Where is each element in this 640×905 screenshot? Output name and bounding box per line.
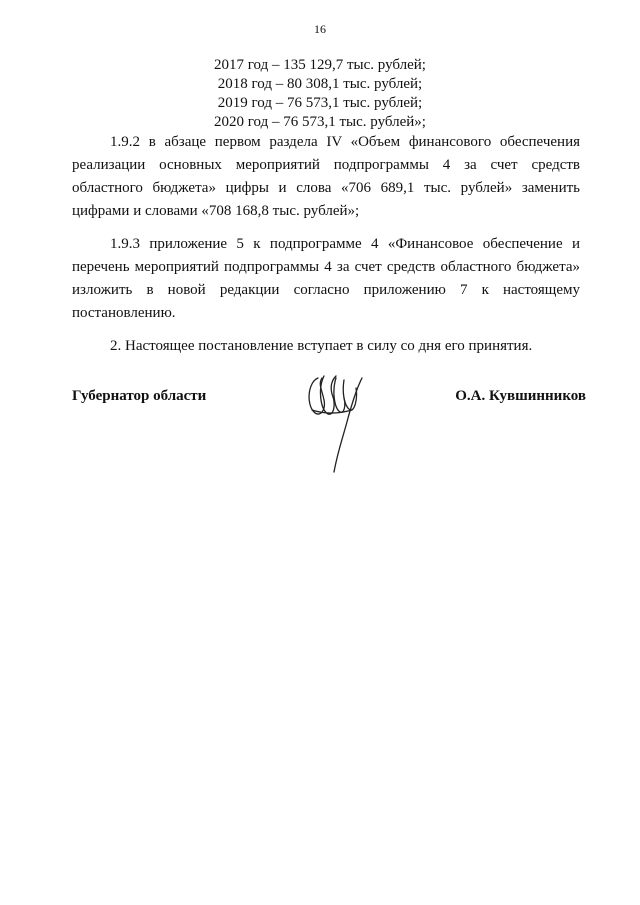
paragraph-2: 2. Настоящее постановление вступает в силу со дня его принятия. [110, 338, 533, 354]
paragraph-1-9-2: 1.9.2 в абзаце первом раздела IV «Объем финансового обеспечения реализации основных мероприятий подпрограммы 4 за счет средств областного бюджета» цифры и слова «706 689,1 тыс. рублей» заменить цифрами и словами «708 168,8 тыс. рублей»; [72, 134, 580, 219]
funding-by-year-list [0, 56, 640, 132]
funding-year-2017: 2017 год – 135 129,7 тыс. рублей; [214, 57, 426, 73]
paragraph-1-9-3: 1.9.3 приложение 5 к подпрограмме 4 «Финансовое обеспечение и перечень мероприятий подпрограммы 4 за счет средств областного бюджета» изложить в новой редакции согласно приложению 7 к настоящему постановлению. [72, 236, 580, 321]
handwritten-signature-icon [304, 370, 370, 480]
signer-title: Губернатор области [72, 388, 207, 404]
signer-name: О.А. Кувшинников [455, 388, 586, 404]
funding-year-2019: 2019 год – 76 573,1 тыс. рублей; [217, 95, 423, 111]
signature-block [72, 386, 586, 496]
funding-year-2020: 2020 год – 76 573,1 тыс. рублей»; [214, 114, 426, 130]
page-number: 16 [314, 22, 326, 36]
funding-year-2018: 2018 год – 80 308,1 тыс. рублей; [217, 76, 423, 92]
document-body [72, 131, 580, 368]
